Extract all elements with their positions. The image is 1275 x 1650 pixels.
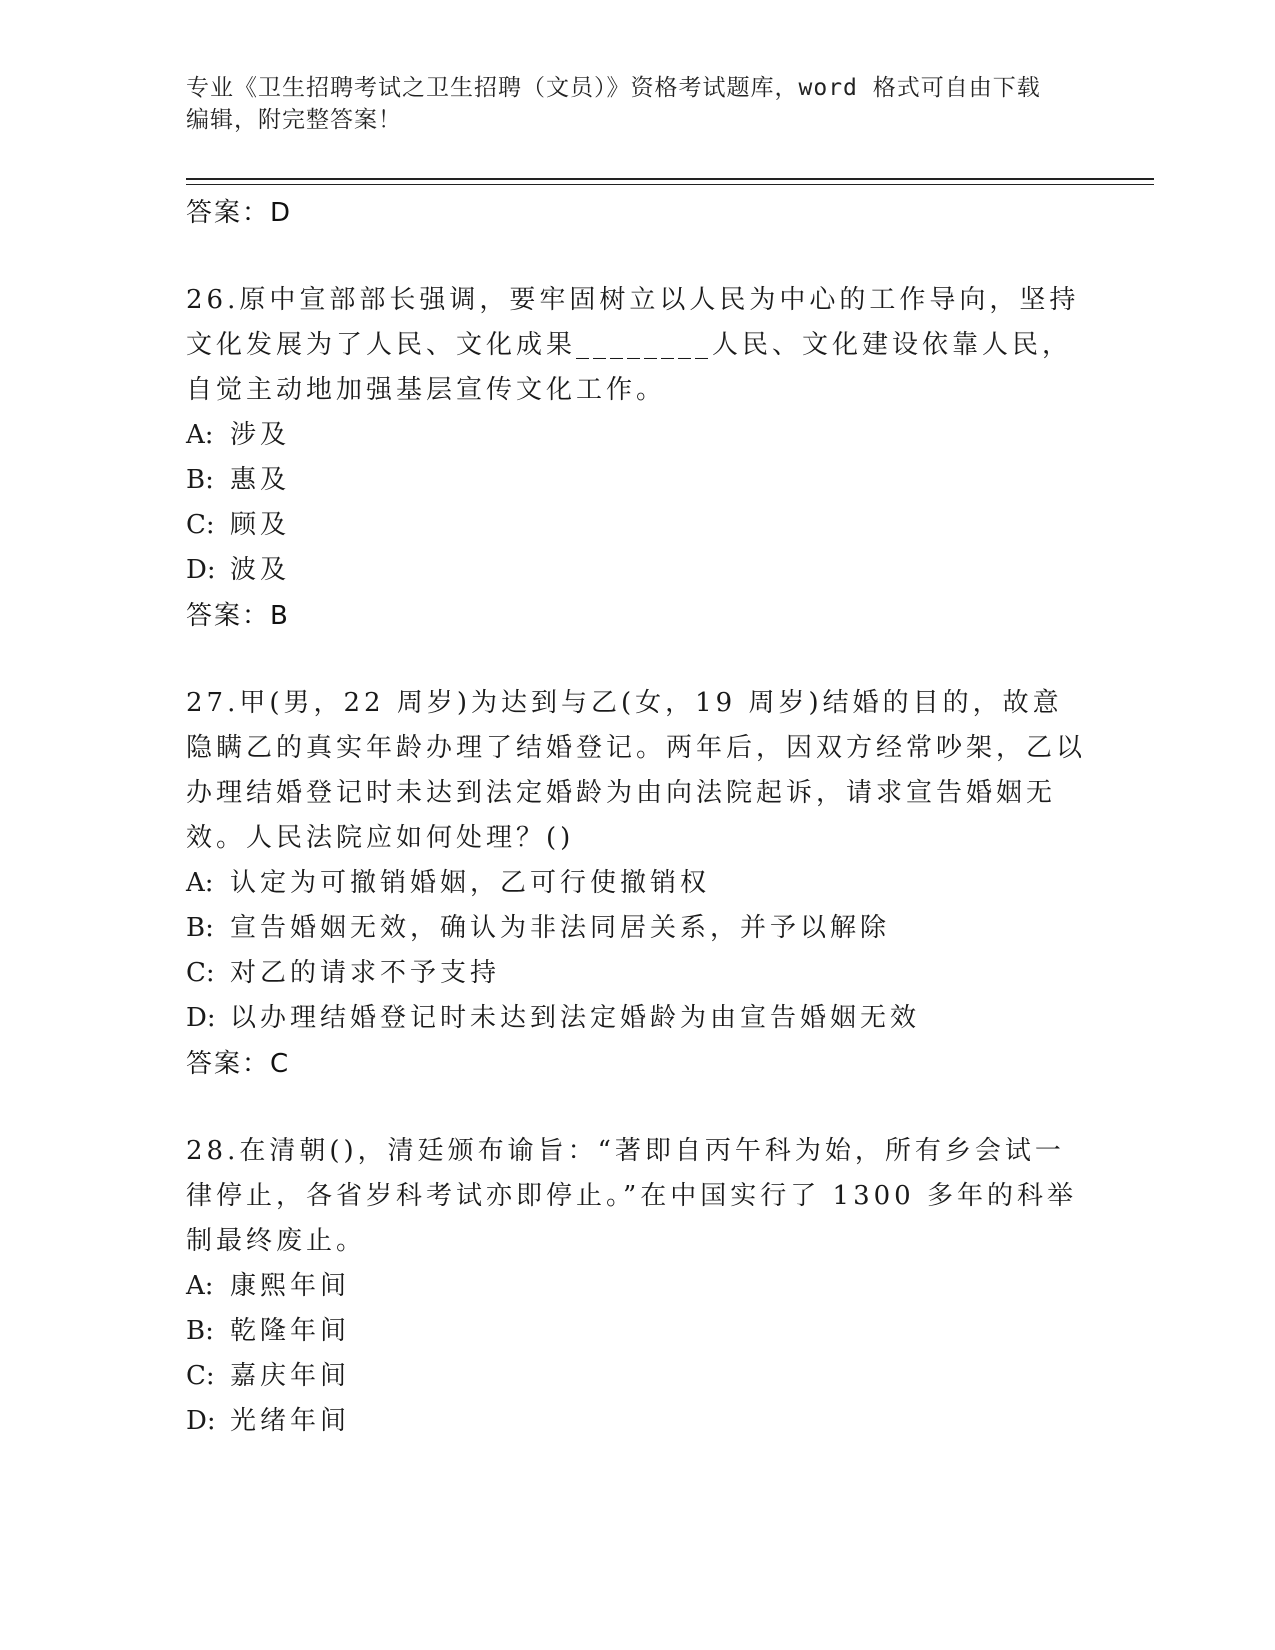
document-header (186, 72, 1086, 136)
option-d (186, 996, 1086, 1041)
question-26 (186, 278, 1086, 639)
option-b (186, 1309, 1086, 1354)
option-b (186, 906, 1086, 951)
header-rule-thick (186, 178, 1154, 180)
option-letter: D: (186, 1406, 216, 1436)
option-text: 顾及 (230, 510, 291, 540)
option-letter: B: (186, 465, 214, 495)
answer-line: 答案：C (186, 1049, 291, 1079)
option-a (186, 413, 1086, 458)
option-text: 涉及 (230, 420, 291, 450)
option-c (186, 951, 1086, 996)
option-text: 波及 (230, 555, 291, 585)
option-letter: C: (186, 1361, 215, 1391)
option-d (186, 1399, 1086, 1444)
question-stem: 28.在清朝()，清廷颁布谕旨：“著即自丙午科为始，所有乡会试一律停止，各省岁科考试亦即停止。”在中国实行了 1300 多年的科举制最终废止。 (186, 1136, 1077, 1256)
header-line-1: 专业《卫生招聘考试之卫生招聘（文员）》资格考试题库，word 格式可自由下载 (186, 75, 1041, 101)
option-c (186, 1354, 1086, 1399)
question-27 (186, 681, 1086, 1087)
option-text: 乾隆年间 (230, 1316, 351, 1346)
option-letter: B: (186, 913, 214, 943)
option-text: 惠及 (230, 465, 291, 495)
question-list (186, 190, 1086, 1444)
option-text: 宣告婚姻无效，确认为非法同居关系，并予以解除 (230, 913, 891, 943)
answer-line: 答案：B (186, 601, 290, 631)
option-text: 以办理结婚登记时未达到法定婚龄为由宣告婚姻无效 (230, 1003, 921, 1033)
option-c (186, 503, 1086, 548)
option-b (186, 458, 1086, 503)
option-a (186, 1264, 1086, 1309)
option-letter: A: (186, 868, 214, 898)
option-text: 认定为可撤销婚姻，乙可行使撤销权 (230, 868, 711, 898)
option-d (186, 548, 1086, 593)
header-line-2: 编辑，附完整答案！ (186, 107, 402, 133)
option-letter: A: (186, 1271, 214, 1301)
option-text: 对乙的请求不予支持 (230, 958, 501, 988)
option-letter: A: (186, 420, 214, 450)
question-stem: 27.甲(男，22 周岁)为达到与乙(女，19 周岁)结婚的目的，故意隐瞒乙的真实年龄办理了结婚登记。两年后，因双方经常吵架，乙以办理结婚登记时未达到法定婚龄为由向法院起诉，请求宣告婚姻无效。人民法院应如何处理？() (186, 688, 1087, 853)
option-a (186, 861, 1086, 906)
question-stem: 26.原中宣部部长强调，要牢固树立以人民为中心的工作导向，坚持文化发展为了人民、文化成果________人民、文化建设依靠人民，自觉主动地加强基层宣传文化工作。 (186, 285, 1080, 405)
option-letter: D: (186, 1003, 216, 1033)
answer-line: 答案：D (186, 198, 293, 228)
option-letter: B: (186, 1316, 214, 1346)
option-letter: C: (186, 958, 215, 988)
option-text: 嘉庆年间 (230, 1361, 351, 1391)
question-28 (186, 1129, 1086, 1444)
header-rule-thin (186, 184, 1154, 185)
option-letter: D: (186, 555, 216, 585)
option-text: 康熙年间 (230, 1271, 351, 1301)
option-letter: C: (186, 510, 215, 540)
option-text: 光绪年间 (230, 1406, 351, 1436)
